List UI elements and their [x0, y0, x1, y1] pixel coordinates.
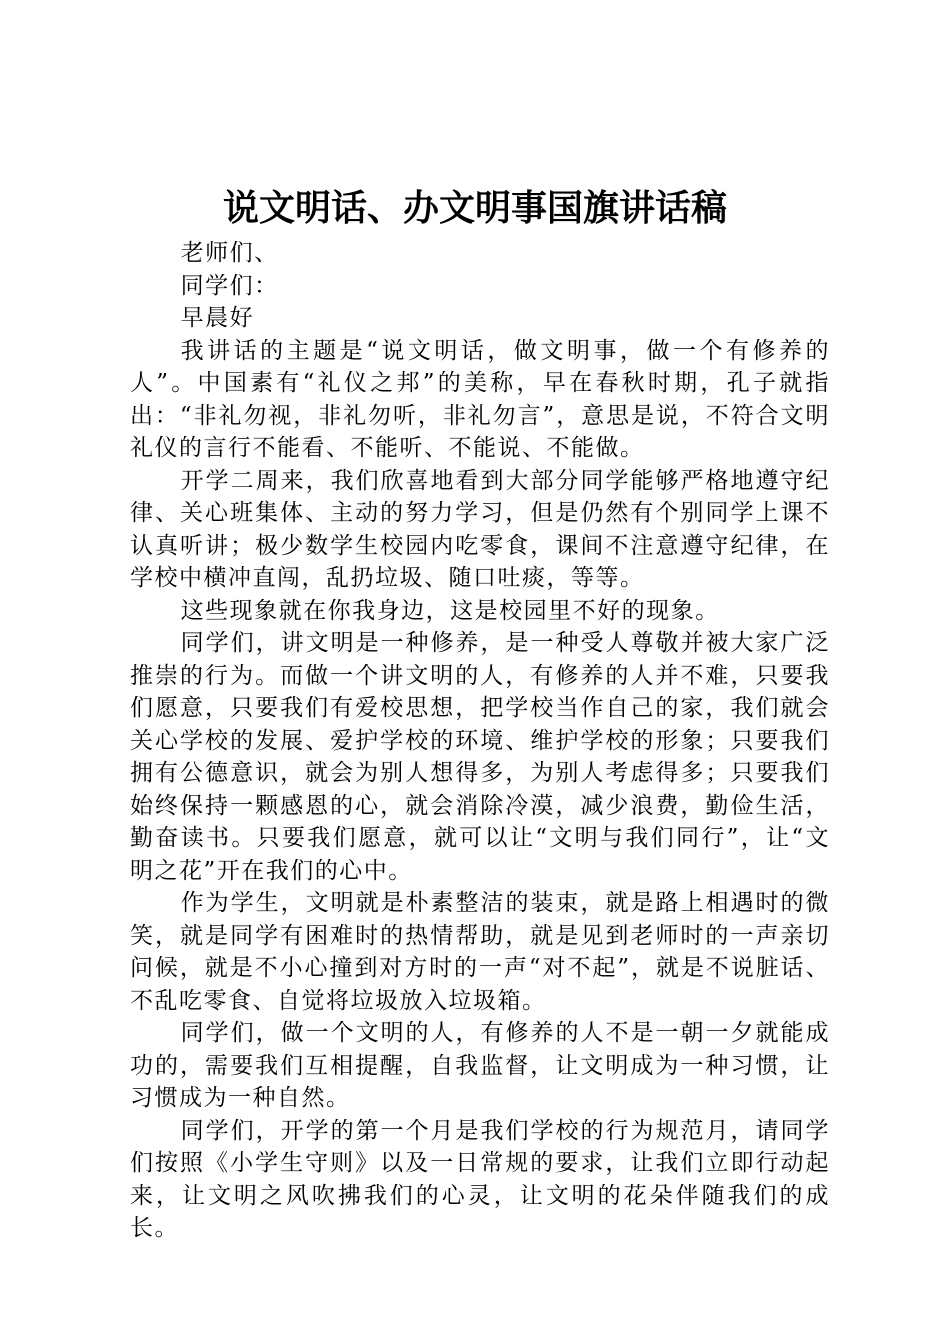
paragraph: 老师们、 [180, 240, 279, 266]
document-title: 说文明话、办文明事国旗讲话稿 [222, 187, 727, 229]
paragraph: 同学们，开学的第一个月是我们学校的行为规范月，请同学们按照《小学生守则》以及一日常规的要求，让我们立即行动起来，让文明之风吹拂我们的心灵，让文明的花朵伴随我们的成长。 [130, 1117, 830, 1241]
paragraph: 早晨好 [180, 305, 255, 331]
paragraph: 开学二周来，我们欣喜地看到大部分同学能够严格地遵守纪律、关心班集体、主动的努力学习，但是仍然有个别同学上课不认真听讲；极少数学生校园内吃零食，课间不注意遵守纪律，在学校中横冲直闯，乱扔垃圾、随口吐痰，等等。 [130, 467, 830, 591]
paragraph: 同学们，做一个文明的人，有修养的人不是一朝一夕就能成功的，需要我们互相提醒，自我监督，让文明成为一种习惯，让习惯成为一种自然。 [130, 1020, 830, 1111]
paragraph: 我讲话的主题是“说文明话，做文明事，做一个有修养的人”。中国素有“礼仪之邦”的美称，早在春秋时期，孔子就指出：“非礼勿视，非礼勿听，非礼勿言”，意思是说，不符合文明礼仪的言行不能看、不能听、不能说、不能做。 [130, 337, 830, 461]
paragraph: 作为学生，文明就是朴素整洁的装束，就是路上相遇时的微笑，就是同学有困难时的热情帮助，就是见到老师时的一声亲切问候，就是不小心撞到对方时的一声“对不起”，就是不说脏话、不乱吃零食、自觉将垃圾放入垃圾箱。 [130, 890, 830, 1014]
paragraph: 同学们，讲文明是一种修养，是一种受人尊敬并被大家广泛推崇的行为。而做一个讲文明的人，有修养的人并不难，只要我们愿意，只要我们有爱校思想，把学校当作自己的家，我们就会关心学校的发展、爱护学校的环境、维护学校的形象；只要我们拥有公德意识，就会为别人想得多，为别人考虑得多；只要我们始终保持一颗感恩的心，就会消除冷漠，减少浪费，勤俭生活，勤奋读书。只要我们愿意，就可以让“文明与我们同行”，让“文明之花”开在我们的心中。 [130, 630, 830, 884]
paragraph: 这些现象就在你我身边，这是校园里不好的现象。 [180, 597, 720, 624]
paragraph: 同学们： [180, 272, 279, 299]
document-body [130, 237, 830, 1245]
